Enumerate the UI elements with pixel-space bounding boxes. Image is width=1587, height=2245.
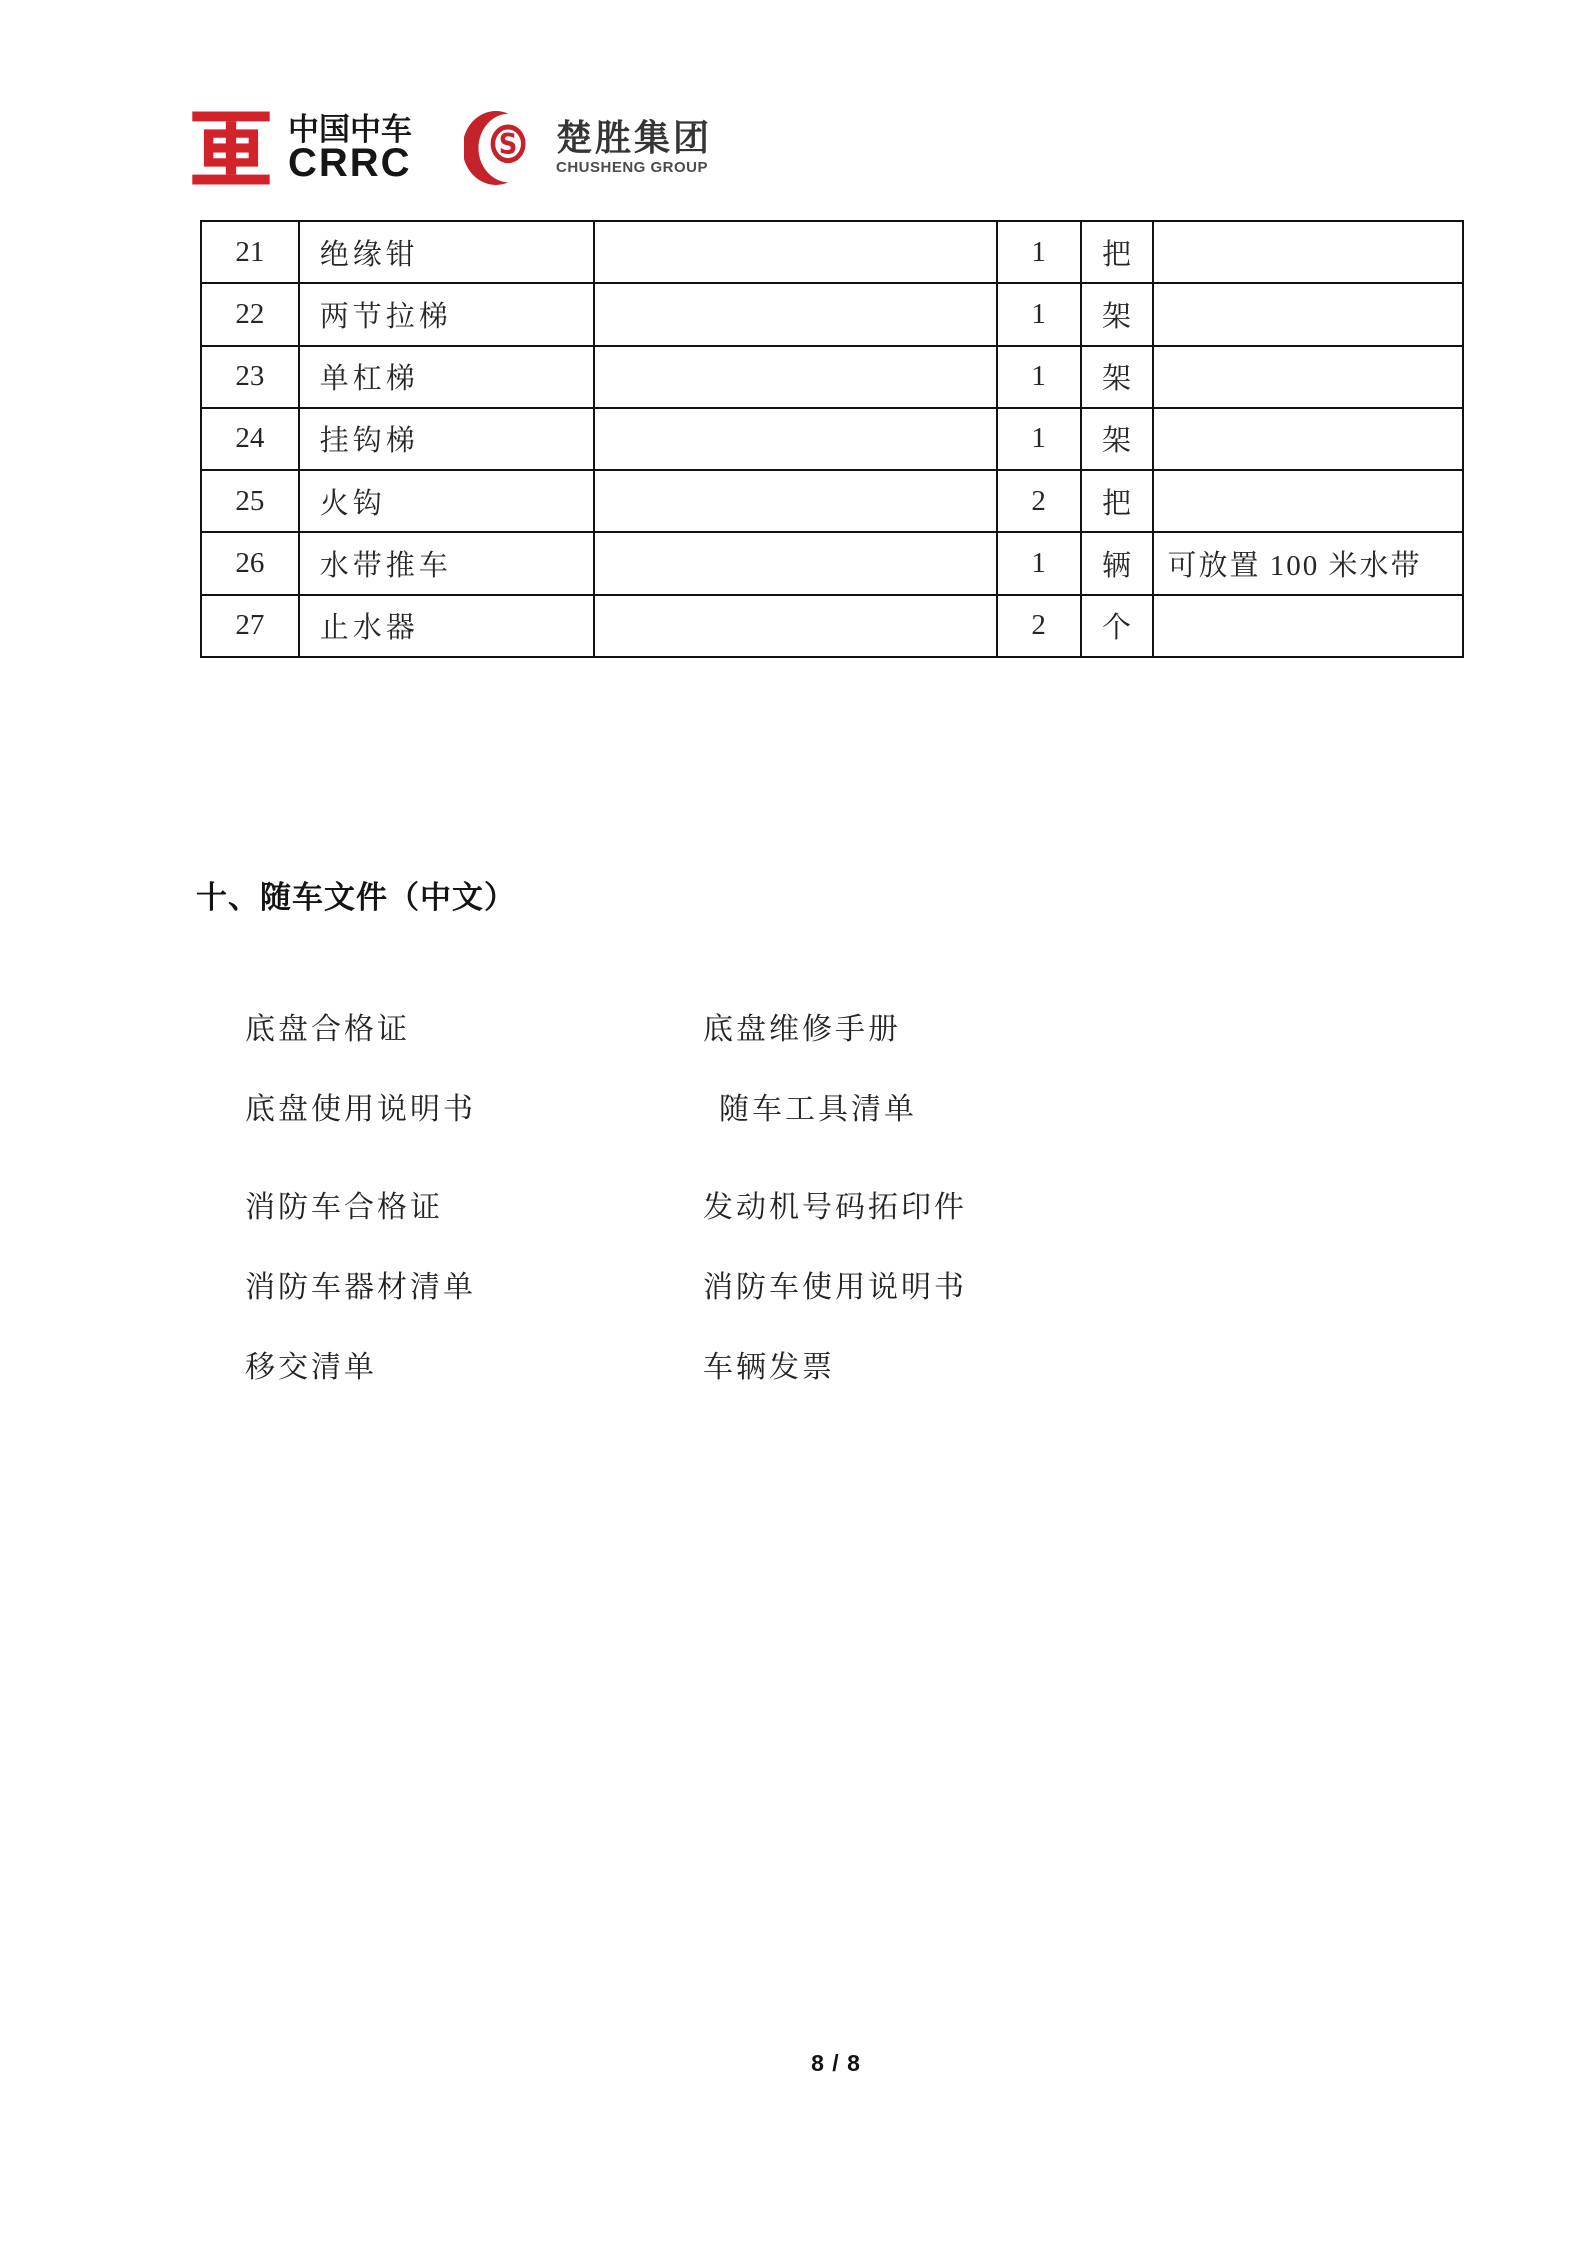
list-item (245, 1084, 1145, 1164)
table-row (201, 346, 1463, 408)
doc-item-left: 底盘合格证 (245, 1013, 410, 1046)
cell-note (1153, 595, 1463, 657)
cell-note (1153, 408, 1463, 470)
doc-item-left: 底盘使用说明书 (245, 1093, 476, 1126)
cell-no: 25 (201, 470, 299, 532)
table-row (201, 221, 1463, 283)
chusheng-name-cn: 楚胜集团 (556, 116, 713, 158)
cell-name: 火钩 (299, 470, 594, 532)
table-row (201, 470, 1463, 532)
cell-note (1153, 221, 1463, 283)
cell-unit: 架 (1081, 283, 1153, 345)
crrc-wordmark (288, 112, 412, 185)
cell-spec (594, 408, 997, 470)
cell-no: 27 (201, 595, 299, 657)
cell-name: 水带推车 (299, 532, 594, 594)
cell-unit: 架 (1081, 346, 1153, 408)
cell-no: 26 (201, 532, 299, 594)
list-item (245, 1262, 1145, 1342)
table-row (201, 595, 1463, 657)
crrc-logo-icon (188, 110, 274, 186)
cell-no: 23 (201, 346, 299, 408)
page-number: 8 / 8 (811, 2050, 861, 2076)
cell-name: 单杠梯 (299, 346, 594, 408)
doc-item-right: 随车工具清单 (719, 1093, 917, 1126)
cell-spec (594, 221, 997, 283)
cell-name: 止水器 (299, 595, 594, 657)
chusheng-name-en: CHUSHENG GROUP (556, 159, 709, 177)
cell-note (1153, 346, 1463, 408)
cell-note (1153, 470, 1463, 532)
cell-no: 21 (201, 221, 299, 283)
chusheng-wordmark (556, 116, 713, 177)
cell-unit: 个 (1081, 595, 1153, 657)
cell-qty: 1 (997, 221, 1081, 283)
cell-name: 挂钩梯 (299, 408, 594, 470)
cell-spec (594, 283, 997, 345)
cell-qty: 1 (997, 283, 1081, 345)
cell-unit: 架 (1081, 408, 1153, 470)
table-row (201, 408, 1463, 470)
cell-spec (594, 532, 997, 594)
documents-list (245, 1004, 1145, 1422)
doc-item-left: 移交清单 (245, 1351, 377, 1384)
cell-spec (594, 346, 997, 408)
cell-qty: 2 (997, 470, 1081, 532)
doc-item-left: 消防车合格证 (245, 1191, 443, 1224)
cell-unit: 把 (1081, 221, 1153, 283)
doc-item-right: 发动机号码拓印件 (703, 1191, 967, 1224)
equipment-table (200, 220, 1464, 658)
section-title: 十、随车文件（中文） (196, 880, 516, 915)
svg-text:S: S (498, 128, 518, 161)
cell-no: 24 (201, 408, 299, 470)
doc-item-right: 消防车使用说明书 (703, 1271, 967, 1304)
cell-qty: 2 (997, 595, 1081, 657)
doc-item-right: 车辆发票 (703, 1351, 835, 1384)
cell-unit: 辆 (1081, 532, 1153, 594)
cell-spec (594, 595, 997, 657)
cell-name: 两节拉梯 (299, 283, 594, 345)
list-item (245, 1342, 1145, 1422)
crrc-name-en: CRRC (288, 141, 412, 185)
crrc-name-cn: 中国中车 (288, 112, 412, 147)
header-logo-bar (188, 100, 712, 195)
table-row (201, 283, 1463, 345)
cell-note (1153, 283, 1463, 345)
cell-no: 22 (201, 283, 299, 345)
chusheng-logo-icon (464, 106, 540, 190)
list-item (245, 1182, 1145, 1262)
doc-item-right: 底盘维修手册 (703, 1013, 901, 1046)
table-row (201, 532, 1463, 594)
list-item (245, 1004, 1145, 1084)
cell-name: 绝缘钳 (299, 221, 594, 283)
cell-qty: 1 (997, 408, 1081, 470)
cell-unit: 把 (1081, 470, 1153, 532)
cell-qty: 1 (997, 532, 1081, 594)
doc-item-left: 消防车器材清单 (245, 1271, 476, 1304)
cell-spec (594, 470, 997, 532)
cell-qty: 1 (997, 346, 1081, 408)
cell-note: 可放置 100 米水带 (1153, 532, 1463, 594)
